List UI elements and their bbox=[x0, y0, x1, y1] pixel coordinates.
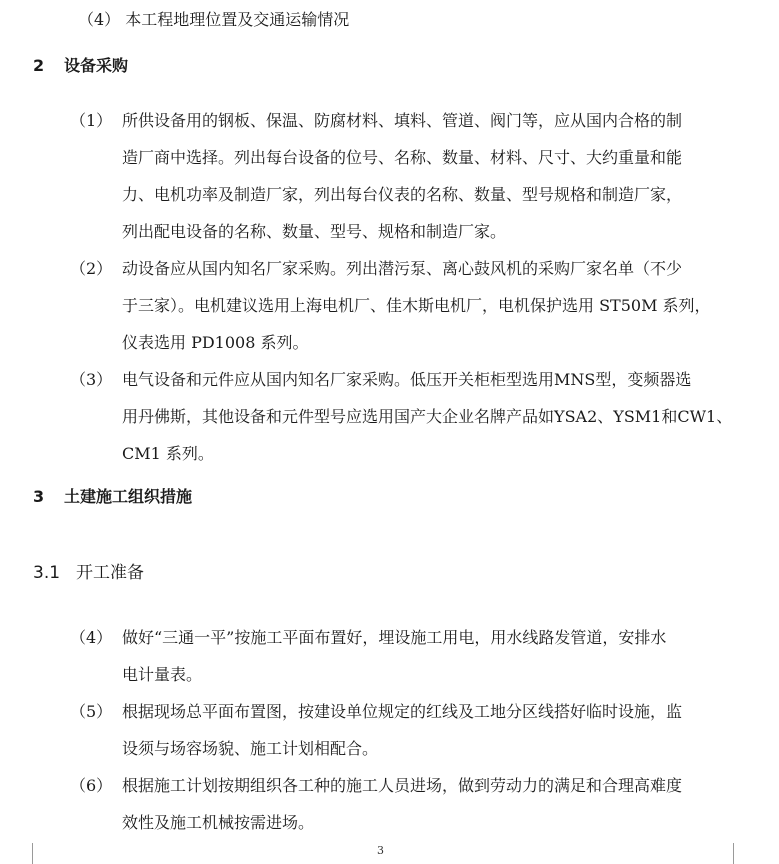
section-3-1-item-6-line-1: 根据施工计划按期组织各工种的施工人员进场，做到劳动力的满足和合理高难度 bbox=[122, 776, 683, 795]
section-2-item-2-line-1: 动设备应从国内知名厂家采购。列出潜污泵、离心鼓风机的采购厂家名单（不少 bbox=[122, 259, 683, 278]
section-3-1-item-5-line-2: 设须与场容场貌、施工计划相配合。 bbox=[122, 739, 379, 758]
section-3-1-item-4-line-2: 电计量表。 bbox=[122, 665, 203, 684]
section-2-item-2-line-2: 于三家）。电机建议选用上海电机厂、佳木斯电机厂，电机保护选用 ST50M 系列， bbox=[122, 296, 711, 315]
section-2-item-2-line-3: 仪表选用 PD1008 系列。 bbox=[122, 333, 309, 352]
section-3-1-item-6-line-2: 效性及施工机械按需进场。 bbox=[122, 813, 315, 832]
section-2-title: 设备采购 bbox=[64, 56, 129, 75]
corner-mark-right bbox=[733, 843, 734, 864]
section-3-1-item-4-line-1: 做好“三通一平”按施工平面布置好，埋设施工用电，用水线路发管道，安排水 bbox=[122, 628, 667, 647]
section-2-number: 2 bbox=[33, 56, 45, 75]
section-2-item-1-line-1: 所供设备用的钢板、保温、防腐材料、填料、管道、阀门等，应从国内合格的制 bbox=[122, 111, 683, 130]
item-4-location: （4） 本工程地理位置及交通运输情况 bbox=[78, 10, 350, 29]
section-3-1-item-4-label: （4） bbox=[70, 628, 113, 647]
section-2-item-3-label: （3） bbox=[70, 370, 113, 389]
section-3-1-item-5-label: （5） bbox=[70, 702, 113, 721]
section-3-number: 3 bbox=[33, 487, 45, 506]
section-2-item-3-line-3: CM1 系列。 bbox=[122, 444, 214, 463]
page-number: 3 bbox=[377, 844, 384, 857]
corner-mark-left bbox=[32, 843, 33, 864]
section-3-title: 土建施工组织措施 bbox=[64, 487, 193, 506]
section-2-item-2-label: （2） bbox=[70, 259, 113, 278]
section-3-1-title: 开工准备 bbox=[76, 563, 144, 583]
section-2-item-1-line-3: 力、电机功率及制造厂家，列出每台仪表的名称、数量、型号规格和制造厂家， bbox=[122, 185, 683, 204]
section-3-1-number: 3.1 bbox=[33, 563, 61, 583]
section-2-item-1-line-2: 造厂商中选择。列出每台设备的位号、名称、数量、材料、尺寸、大约重量和能 bbox=[122, 148, 683, 167]
corner-mark-left-dot bbox=[32, 843, 33, 844]
section-3-1-item-5-line-1: 根据现场总平面布置图，按建设单位规定的红线及工地分区线搭好临时设施，监 bbox=[122, 702, 683, 721]
section-3-1-item-6-label: （6） bbox=[70, 776, 113, 795]
section-2-item-3-line-1: 电气设备和元件应从国内知名厂家采购。低压开关柜柜型选用MNS型，变频器选 bbox=[122, 370, 692, 389]
section-2-item-1-label: （1） bbox=[70, 111, 113, 130]
section-2-item-3-line-2: 用丹佛斯，其他设备和元件型号应选用国产大企业名牌产品如YSA2、YSM1和CW1、 bbox=[122, 407, 733, 426]
section-2-item-1-line-4: 列出配电设备的名称、数量、型号、规格和制造厂家。 bbox=[122, 222, 507, 241]
